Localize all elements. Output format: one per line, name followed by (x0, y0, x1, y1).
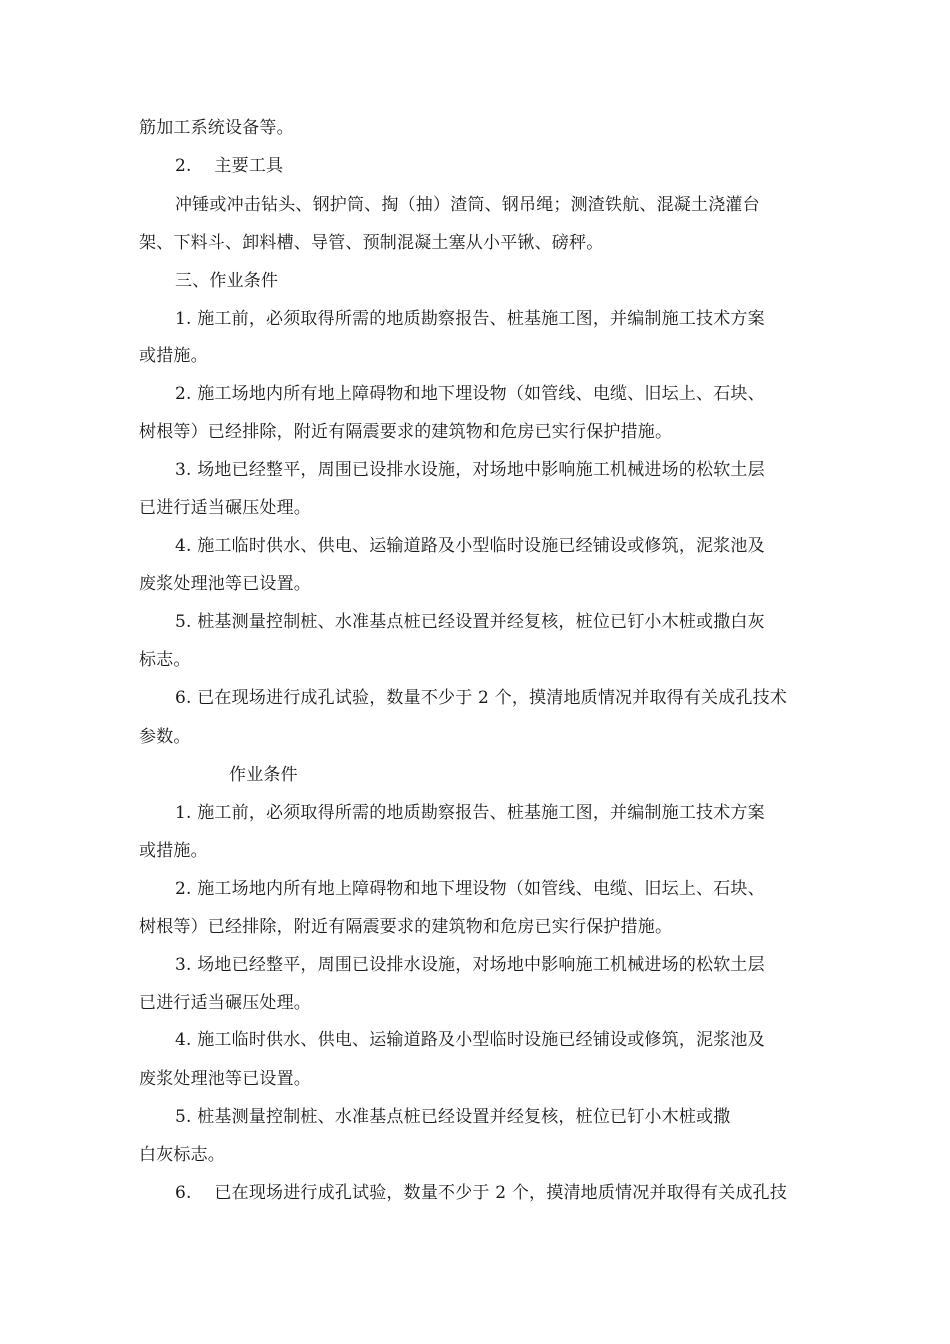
text-line: 1. 施工前，必须取得所需的地质勘察报告、桩基施工图，并编制施工技术方案 (175, 803, 765, 823)
section-heading: 三、作业条件 (175, 271, 279, 291)
text-line: 4. 施工临时供水、供电、运输道路及小型临时设施已经铺设或修筑，泥浆池及 (175, 536, 765, 556)
text-line: 冲锤或冲击钻头、钢护筒、掏（抽）渣筒、钢吊绳；测渣铁航、混凝土浇灌台 (175, 195, 760, 215)
text-line: 5. 桩基测量控制桩、水准基点桩已经设置并经复核，桩位已钉小木桩或撒白灰 (175, 612, 765, 632)
text-line: 或措施。 (139, 841, 208, 861)
text-line: 白灰标志。 (139, 1145, 225, 1165)
text-line: 废浆处理池等已设置。 (139, 574, 311, 594)
text-line: 3. 场地已经整平，周围已设排水设施，对场地中影响施工机械进场的松软土层 (175, 460, 765, 480)
text-line: 6. 已在现场进行成孔试验，数量不少于 2 个，摸清地质情况并取得有关成孔技术 (175, 688, 788, 708)
text-line: 架、下料斗、卸料槽、导管、预制混凝土塞从小平锹、磅秤。 (139, 233, 604, 253)
section-heading: 作业条件 (229, 765, 298, 785)
text-line: 3. 场地已经整平，周围已设排水设施，对场地中影响施工机械进场的松软土层 (175, 955, 765, 975)
text-line: 2. 施工场地内所有地上障碍物和地下埋设物（如管线、电缆、旧坛上、石块、 (175, 879, 765, 899)
section-heading: 2. 主要工具 (175, 156, 284, 176)
text-line: 废浆处理池等已设置。 (139, 1069, 311, 1089)
text-line: 树根等）已经排除，附近有隔震要求的建筑物和危房已实行保护措施。 (139, 917, 673, 937)
text-line: 5. 桩基测量控制桩、水准基点桩已经设置并经复核，桩位已钉小木桩或撒 (175, 1107, 731, 1127)
text-line: 树根等）已经排除，附近有隔震要求的建筑物和危房已实行保护措施。 (139, 422, 673, 442)
text-line: 或措施。 (139, 346, 208, 366)
text-line: 2. 施工场地内所有地上障碍物和地下埋设物（如管线、电缆、旧坛上、石块、 (175, 384, 765, 404)
text-line: 4. 施工临时供水、供电、运输道路及小型临时设施已经铺设或修筑，泥浆池及 (175, 1030, 765, 1050)
text-line: 6. 已在现场进行成孔试验，数量不少于 2 个，摸清地质情况并取得有关成孔技 (175, 1183, 788, 1203)
text-line: 已进行适当碾压处理。 (139, 498, 311, 518)
text-line: 筋加工系统设备等。 (139, 118, 294, 138)
text-line: 标志。 (139, 650, 191, 670)
text-line: 参数。 (139, 727, 191, 747)
text-line: 1. 施工前，必须取得所需的地质勘察报告、桩基施工图，并编制施工技术方案 (175, 309, 765, 329)
text-line: 已进行适当碾压处理。 (139, 993, 311, 1013)
